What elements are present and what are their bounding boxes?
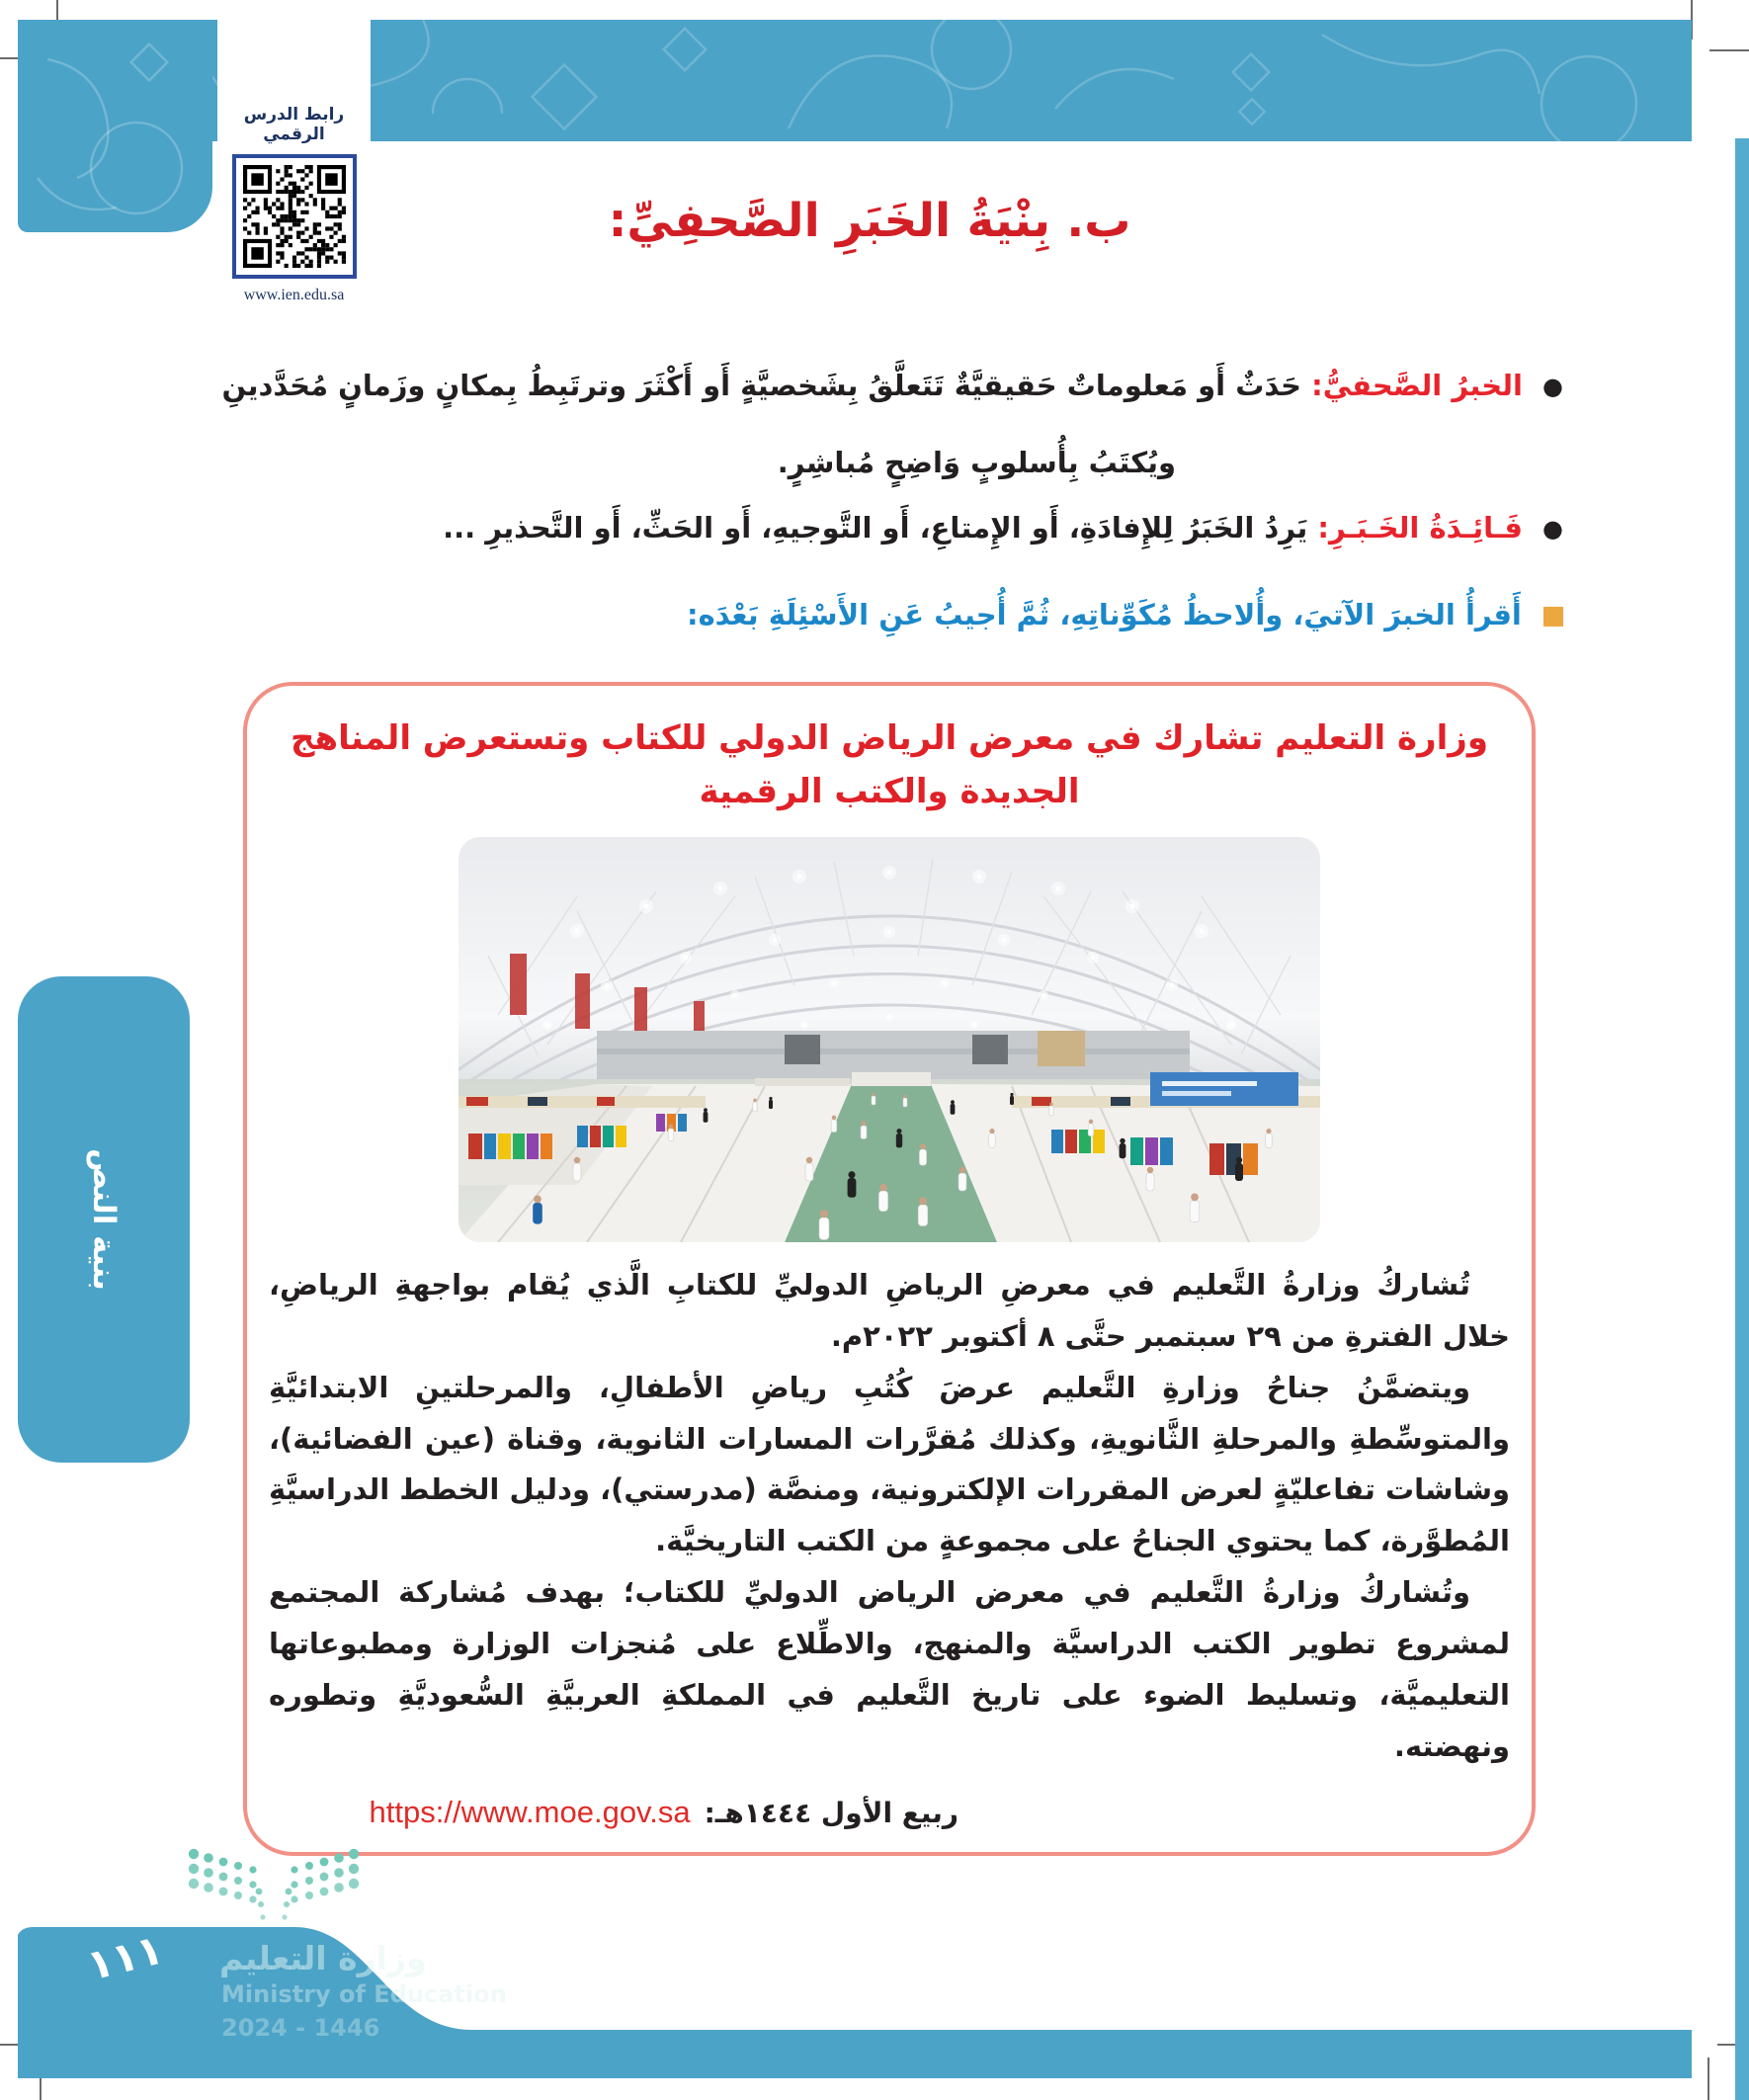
qr-panel-url[interactable]: www.ien.edu.sa <box>243 287 345 303</box>
news-source-row <box>370 1795 958 1830</box>
book-fair-photo <box>458 837 1320 1242</box>
header-band-left-column <box>18 20 212 232</box>
news-source-link[interactable]: https://www.moe.gov.sa <box>369 1795 691 1829</box>
page-edge-strip <box>1735 138 1749 2100</box>
crop-mark <box>1709 49 1749 51</box>
news-paragraph: تُشاركُ وزارةُ التَّعليم في معرضِ الرياضِ الدوليِّ للكتابِ الَّذي يُقام بواجهةِ الرياضِ، خلال الفترةِ من ٢٩ سبتمبر حتَّى ٨ أكتوبر ٢٠٢٢م. <box>269 1267 1510 1353</box>
definition-benefit-line <box>186 506 1563 550</box>
news-body <box>269 1260 1510 1773</box>
page-title: ب. بِنْيَةُ الخَبَرِ الصَّحفِيِّ: <box>608 194 1131 248</box>
news-headline <box>287 712 1492 819</box>
sidebar-tab-text-structure[interactable] <box>18 976 190 1463</box>
qr-panel-label: رابط الدرس الرقمي <box>243 105 345 144</box>
footer-watermark-arabic: وزارة التعليم <box>219 1939 427 1977</box>
sidebar-tab-label: بنية النص <box>85 1148 122 1291</box>
news-paragraph: ويتضمَّنُ جناحُ وزارةِ التَّعليم عرضَ كُتُبِ رياضِ الأطفالِ، والمرحلتينِ الابتدائيَّةِ والمتوسِّطةِ والمرحلةِ الثَّانويةِ، وكذلك مُقرَّرات المسارات الثانوية، وقناة (عين الفضائية)، وشاشات تفاعليّةٍ لعرض المقررات الإلكترونية، ومنصَّة (مدرستي)، ودليل الخطط الدراسيَّةِ المُطوَّرة، كما يحتوي الجناحُ على مجموعةٍ من الكتب التاريخيَّة. <box>269 1370 1510 1558</box>
bullet-icon: ● <box>1542 373 1563 401</box>
news-paragraph: وتُشاركُ وزارةُ التَّعليم في معرض الرياض الدوليِّ للكتاب؛ بهدف مُشاركة المجتمع لمشروع تطوير الكتب الدراسيَّة والمنهج، والاطِّلاع على مُنجزات الوزارة ومطبوعاتها التعليميَّة، وتسليط الضوء على تاريخ التَّعليم في المملكةِ العربيَّةِ السُّعوديَّةِ وتطوره ونهضته. <box>269 1575 1510 1763</box>
square-marker-icon <box>1543 607 1563 627</box>
definition-news-line <box>186 364 1563 408</box>
news-headline-line2: الجديدة والكتب الرقمية <box>699 772 1080 812</box>
calligraphy-pattern <box>18 20 212 232</box>
definition-news-continuation: ويُكتَبُ بِأُسلوبٍ وَاضِحٍ مُباشِرٍ. <box>777 446 1176 479</box>
definition-news-label: الخبرُ الصَّحفيُّ: <box>1311 369 1523 402</box>
definition-benefit-label: فَـائِـدَةُ الخَـبَـرِ: <box>1317 511 1523 545</box>
news-article-box <box>243 682 1536 1856</box>
page-number: ١١١ <box>82 1924 168 1990</box>
reading-instruction <box>186 593 1563 637</box>
crop-mark <box>1707 2058 1709 2100</box>
reading-instruction-text: أَقرأُ الخبرَ الآتيَ، وأُلاحظُ مُكَوِّناتِهِ، ثُمَّ أُجيبُ عَنِ الأَسْئِلَةِ بَعْدَه: <box>686 598 1522 631</box>
bullet-icon: ● <box>1542 515 1563 544</box>
footer-watermark-english: Ministry of Education <box>221 1980 507 2008</box>
news-headline-line1: وزارة التعليم تشارك في معرض الرياض الدولي للكتاب وتستعرض المناهج <box>291 718 1488 758</box>
news-date: ربيع الأول ١٤٤٤هـ: <box>704 1796 958 1829</box>
exhibition-hall-illustration <box>458 837 1320 1242</box>
definition-news-text: حَدَثٌ أَو مَعلوماتٌ حَقيقيَّةٌ تَتَعلَّقُ بِشَخصيَّةٍ أَو أَكْثَرَ وترتَبِطُ بِمكانٍ وزَمانٍ مُحَدَّدينِ <box>221 369 1301 402</box>
definition-benefit-text: يَرِدُ الخَبَرُ لِلإِفادَةِ، أَو الإِمتاعِ، أَو التَّوجيهِ، أَو الحَثِّ، أَو التَّحذيرِ ... <box>443 511 1308 545</box>
footer-watermark-years: 2024 - 1446 <box>221 2014 380 2042</box>
qr-panel <box>217 20 371 303</box>
